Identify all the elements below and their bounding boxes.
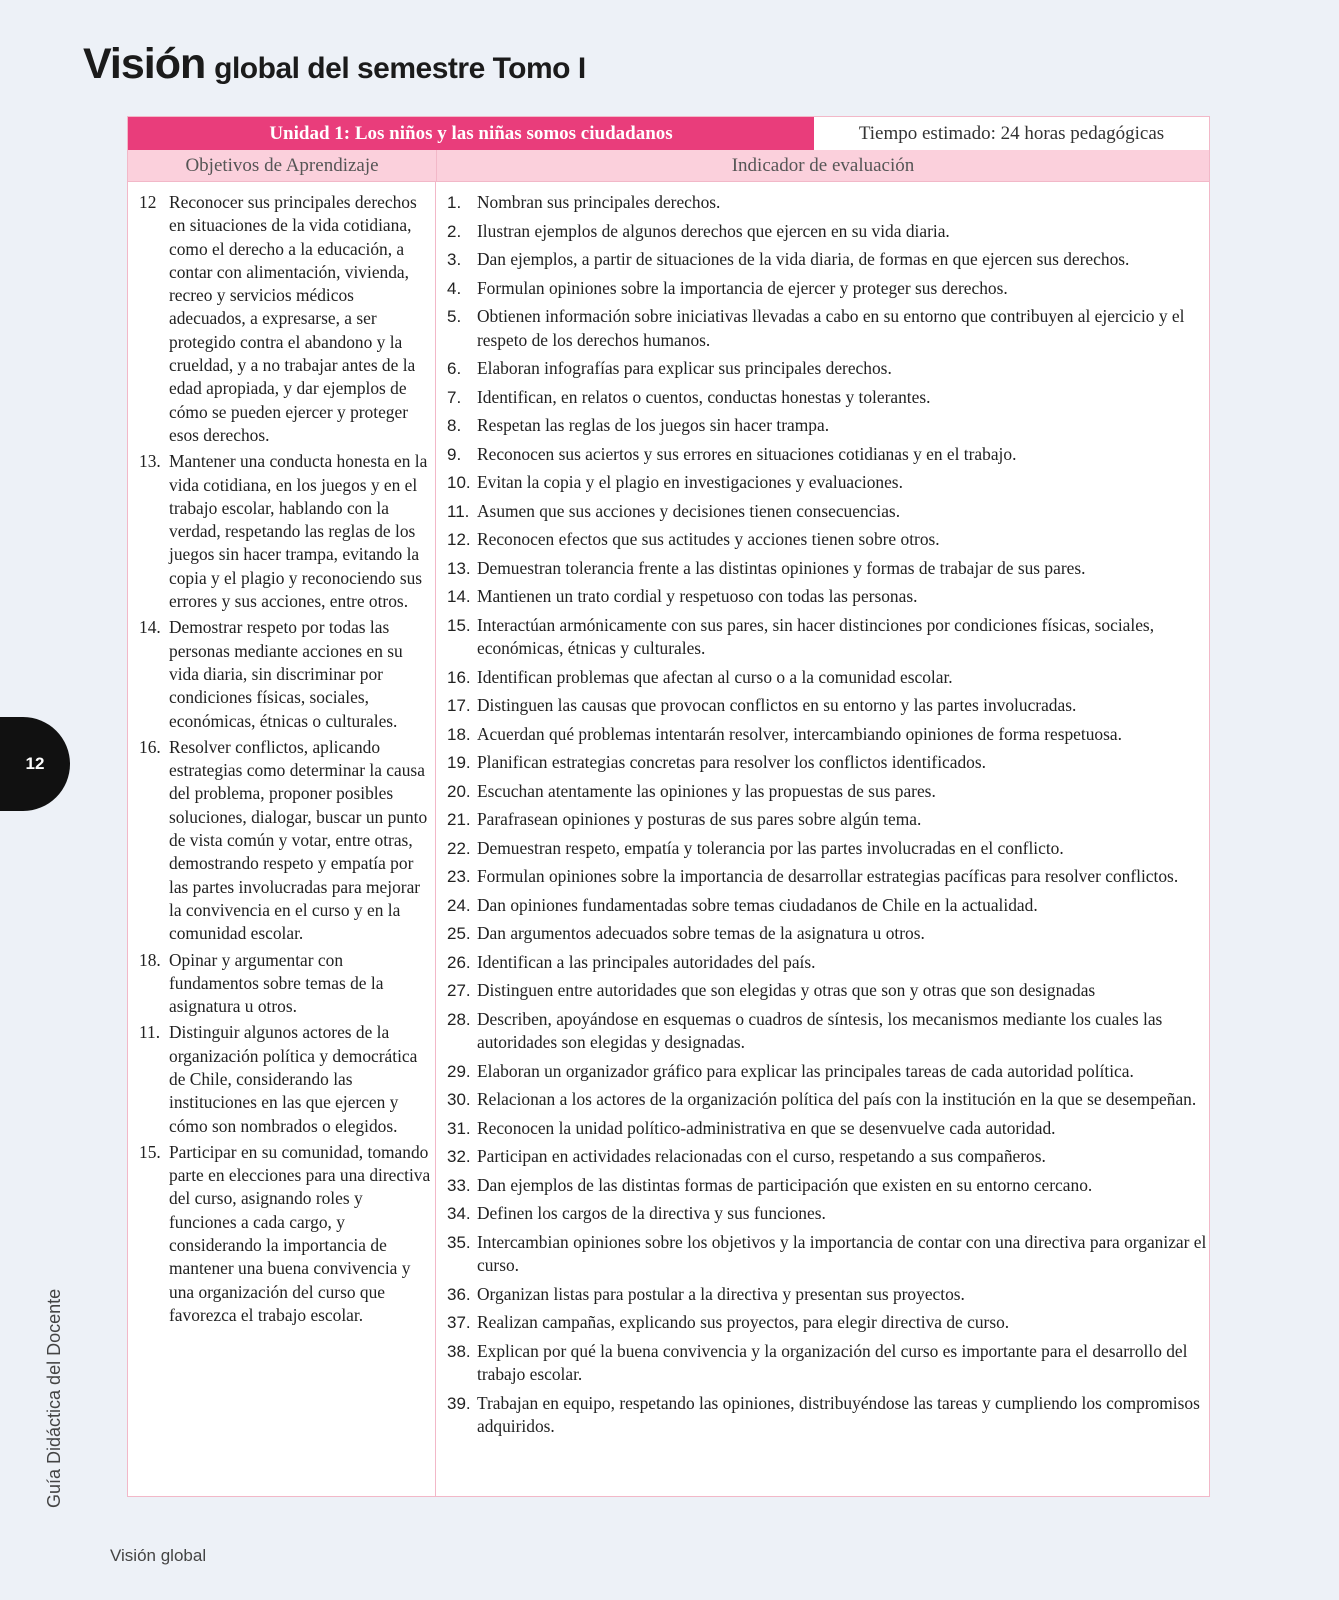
indicator-item-number: 2. [447, 221, 462, 241]
indicator-item [447, 1174, 1209, 1198]
indicator-item-number: 23. [447, 867, 471, 886]
indicator-item [447, 277, 1209, 301]
indicator-item [447, 220, 1209, 244]
indicator-item [447, 723, 1209, 747]
indicator-item-text: Demuestran tolerancia frente a las distintas opiniones y formas de trabajar de sus pares. [477, 557, 1086, 578]
page-number-tab [0, 717, 70, 811]
indicator-item-text: Interactúan armónicamente con sus pares, sin hacer distinciones por condiciones físicas, sociales, económicas, étnicas y culturales. [477, 614, 1155, 658]
indicator-item [447, 751, 1209, 775]
indicator-item-number: 29. [447, 1061, 471, 1081]
indicator-item-text: Acuerdan qué problemas intentarán resolver, intercambiando opiniones de forma respetuosa. [477, 723, 1122, 744]
footer-label: Visión global [110, 1546, 207, 1565]
indicator-item-number: 18. [447, 724, 471, 744]
indicator-item-text: Trabajan en equipo, respetando las opiniones, distribuyéndose las tareas y cumpliendo los compromisos adquiridos. [477, 1392, 1200, 1436]
indicator-item [447, 1311, 1209, 1335]
objective-item [139, 949, 435, 1019]
indicator-item-number: 3. [447, 250, 462, 269]
indicator-item-number: 22. [447, 838, 471, 858]
indicator-item-number: 36. [447, 1284, 471, 1304]
indicator-item [447, 443, 1209, 467]
indicator-item-text: Relacionan a los actores de la organización política del país con la institución en la que se desempeñan. [477, 1089, 1197, 1109]
indicator-item [447, 357, 1209, 381]
indicator-item-number: 5. [447, 307, 462, 326]
indicator-item [447, 248, 1209, 272]
indicator-item-text: Reconocen la unidad político-administrativa en que se desenvuelve cada autoridad. [477, 1117, 1056, 1138]
indicator-item [447, 1008, 1209, 1055]
indicator-item-text: Ilustran ejemplos de algunos derechos que ejercen en su vida diaria. [477, 220, 950, 241]
indicator-item-number: 33. [447, 1175, 471, 1195]
indicator-item-text: Organizan listas para postular a la directiva y presentan sus proyectos. [477, 1283, 965, 1304]
indicator-item [447, 557, 1209, 581]
indicator-item-text: Elaboran infografías para explicar sus principales derechos. [477, 358, 892, 378]
objectives-column [128, 182, 436, 1496]
indicators-column [436, 182, 1209, 1496]
indicator-item-text: Elaboran un organizador gráfico para explicar las principales tareas de cada autoridad política. [477, 1060, 1134, 1081]
indicator-item-text: Realizan campañas, explicando sus proyectos, para elegir directiva de curso. [477, 1312, 1010, 1332]
indicator-item-number: 25. [447, 924, 471, 943]
objective-item [139, 616, 435, 732]
indicator-item [447, 1283, 1209, 1307]
indicator-item-number: 10. [447, 473, 471, 492]
indicator-item-number: 17. [447, 696, 471, 715]
page-title [83, 40, 586, 89]
indicator-item [447, 191, 1209, 215]
indicator-item [447, 305, 1209, 352]
indicator-item-number: 13. [447, 558, 471, 578]
indicator-item [447, 471, 1209, 495]
indicator-item [447, 1117, 1209, 1141]
objective-item-number: 12 [139, 192, 157, 212]
indicator-item-text: Dan ejemplos de las distintas formas de participación que existen en su entorno cercano. [477, 1174, 1093, 1195]
page-number: 12 [25, 754, 45, 773]
indicator-item-number: 4. [447, 278, 462, 298]
indicator-item [447, 1060, 1209, 1084]
indicators-header: Indicador de evaluación [731, 154, 915, 176]
indicator-item [447, 666, 1209, 690]
indicator-item [447, 808, 1209, 832]
indicator-item-text: Distinguen las causas que provocan conflictos en su entorno y las partes involucradas. [477, 695, 1077, 715]
indicator-item-number: 26. [447, 952, 471, 972]
side-label: Guía Didáctica del Docente [44, 1288, 64, 1508]
objective-item-text: Opinar y argumentar con fundamentos sobre temas de la asignatura u otros. [169, 949, 384, 1017]
page-title-bold: Visión [83, 40, 206, 88]
indicator-item-text: Explican por qué la buena convivencia y la organización del curso es importante para el desarrollo del trabajo escolar. [477, 1340, 1188, 1384]
objective-item-text: Demostrar respeto por todas las personas mediante acciones en su vida diaria, sin discriminar por condiciones físicas, sociales, económicas, étnicas o culturales. [169, 617, 403, 731]
objective-item [139, 736, 435, 946]
indicator-item [447, 614, 1209, 661]
objective-item [139, 191, 435, 447]
unit-table [127, 116, 1210, 1497]
unit-title: Unidad 1: Los niños y las niñas somos ciudadanos [128, 117, 814, 150]
indicator-item-text: Formulan opiniones sobre la importancia de desarrollar estrategias pacíficas para resolver conflictos. [477, 866, 1179, 886]
indicator-item [447, 865, 1209, 889]
indicator-item [447, 528, 1209, 552]
indicator-item [447, 894, 1209, 918]
indicator-item-number: 37. [447, 1313, 471, 1332]
indicator-item-text: Nombran sus principales derechos. [477, 192, 721, 212]
indicator-item-number: 27. [447, 981, 471, 1000]
indicator-item [447, 1202, 1209, 1226]
indicator-item-number: 15. [447, 615, 471, 635]
indicator-item [447, 979, 1209, 1003]
indicator-item-number: 11. [447, 501, 470, 521]
indicator-item-number: 12. [447, 530, 471, 549]
objective-item [139, 1141, 435, 1327]
indicator-item-text: Identifican a las principales autoridades del país. [477, 951, 816, 972]
indicator-item-number: 19. [447, 753, 471, 772]
indicator-item-number: 31. [447, 1118, 471, 1138]
indicator-item-text: Escuchan atentamente las opiniones y las propuestas de sus pares. [477, 780, 936, 801]
indicator-item [447, 1088, 1209, 1112]
indicator-item-text: Intercambian opiniones sobre los objetivos y la importancia de contar con una directiva para organizar el curso. [477, 1231, 1207, 1275]
objective-item-text: Participar en su comunidad, tomando parte en elecciones para una directiva del curso, asignando roles y funciones a cada cargo, y considerando la importancia de mantener una buena convivencia y una organización del curso que favorezca el trabajo escolar. [169, 1141, 431, 1325]
indicator-item-text: Identifican, en relatos o cuentos, conductas honestas y tolerantes. [477, 386, 931, 407]
indicator-item-text: Describen, apoyándose en esquemas o cuadros de síntesis, los mecanismos mediante los cuales las autoridades son elegidas y designadas. [477, 1008, 1163, 1052]
indicator-item-text: Demuestran respeto, empatía y tolerancia por las partes involucradas en el conflicto. [477, 837, 1064, 858]
unit-header-row [128, 117, 1209, 150]
indicator-item-number: 14. [447, 587, 471, 606]
indicator-item-number: 9. [447, 444, 462, 464]
indicator-item-text: Participan en actividades relacionadas con el curso, respetando a sus compañeros. [477, 1146, 1046, 1166]
objective-item-text: Reconocer sus principales derechos en situaciones de la vida cotidiana, como el derecho a la educación, a contar con alimentación, vivienda, recreo y servicios médicos adecuados, a expresarse, a ser protegido contra el abandono y la crueldad, y a no trabajar antes de la edad apropiada, y dar ejemplos de cómo se pueden ejercer y proteger esos derechos. [169, 192, 417, 445]
indicator-item-number: 6. [447, 359, 462, 378]
indicator-item [447, 780, 1209, 804]
indicator-item-text: Mantienen un trato cordial y respetuoso con todas las personas. [477, 586, 918, 606]
objective-item-text: Mantener una conducta honesta en la vida cotidiana, en los juegos y en el trabajo escolar, hablando con la verdad, respetando las reglas de los juegos sin hacer trampa, evitando la copia y el plagio y reconociendo sus errores y sus acciones, entre otros. [169, 451, 428, 612]
indicator-item-number: 7. [447, 387, 462, 407]
indicator-item-number: 35. [447, 1232, 471, 1252]
estimated-time: Tiempo estimado: 24 horas pedagógicas [858, 122, 1165, 144]
objective-item-text: Distinguir algunos actores de la organización política y democrática de Chile, considerando las instituciones en las que ejercen y cómo son nombrados o elegidos. [169, 1022, 418, 1136]
indicator-item-text: Asumen que sus acciones y decisiones tienen consecuencias. [477, 500, 901, 521]
objective-item-number: 16. [139, 736, 161, 757]
indicator-item-number: 21. [447, 810, 471, 829]
objective-item [139, 1021, 435, 1137]
indicator-item [447, 1145, 1209, 1169]
indicator-item-number: 28. [447, 1009, 471, 1029]
indicator-item [447, 837, 1209, 861]
indicator-item [447, 414, 1209, 438]
column-headers [128, 150, 1209, 181]
indicator-item-number: 34. [447, 1204, 471, 1223]
objective-item [139, 450, 435, 613]
objective-item-number: 11. [139, 1022, 161, 1043]
indicator-item-text: Evitan la copia y el plagio en investigaciones y evaluaciones. [477, 472, 903, 492]
indicator-item [447, 1340, 1209, 1387]
indicator-item-text: Parafrasean opiniones y posturas de sus pares sobre algún tema. [477, 809, 922, 829]
indicator-item-text: Identifican problemas que afectan al curso o a la comunidad escolar. [477, 666, 953, 687]
indicator-item-text: Dan ejemplos, a partir de situaciones de la vida diaria, de formas en que ejercen sus derechos. [477, 249, 1130, 269]
indicator-item-number: 38. [447, 1341, 471, 1361]
indicator-item [447, 694, 1209, 718]
indicator-item-text: Distinguen entre autoridades que son elegidas y otras que son y otras que son designadas [477, 980, 1096, 1000]
indicator-item-text: Obtienen información sobre iniciativas llevadas a cabo en su entorno que contribuyen al ejercicio y el respeto de los derechos humanos. [477, 306, 1185, 350]
indicator-item-text: Dan opiniones fundamentadas sobre temas ciudadanos de Chile en la actualidad. [477, 894, 1038, 915]
indicator-item-number: 32. [447, 1147, 471, 1166]
indicator-item-number: 8. [447, 416, 462, 435]
indicator-item-text: Respetan las reglas de los juegos sin hacer trampa. [477, 415, 830, 435]
indicator-item-number: 24. [447, 895, 471, 915]
objective-item-number: 18. [139, 949, 161, 970]
indicator-item [447, 922, 1209, 946]
indicator-item [447, 1231, 1209, 1278]
indicator-item-text: Planifican estrategias concretas para resolver los conflictos identificados. [477, 752, 986, 772]
objective-item-number: 13. [139, 451, 161, 472]
objective-item-text: Resolver conflictos, aplicando estrategias como determinar la causa del problema, proponer posibles soluciones, dialogar, buscar un punto de vista común y votar, entre otras, demostrando respeto y empatía por las partes involucradas para mejorar la convivencia en el curso y en la comunidad escolar. [169, 736, 428, 944]
objective-item-number: 15. [139, 1141, 161, 1162]
indicator-item-text: Reconocen sus aciertos y sus errores en situaciones cotidianas y en el trabajo. [477, 443, 1017, 464]
indicator-item [447, 951, 1209, 975]
indicator-item-number: 16. [447, 667, 471, 687]
indicator-item-text: Dan argumentos adecuados sobre temas de la asignatura u otros. [477, 923, 925, 943]
indicator-item-number: 1. [447, 193, 462, 212]
page-title-rest: global del semestre Tomo I [214, 52, 586, 85]
indicator-item-text: Reconocen efectos que sus actitudes y acciones tienen sobre otros. [477, 529, 940, 549]
objective-item-number: 14. [139, 617, 161, 638]
indicator-item-number: 30. [447, 1090, 471, 1109]
indicator-item [447, 500, 1209, 524]
indicator-item-number: 20. [447, 781, 471, 801]
objectives-header: Objetivos de Aprendizaje [128, 150, 437, 181]
indicator-item-number: 39. [447, 1393, 471, 1413]
indicator-item [447, 386, 1209, 410]
indicator-item [447, 1392, 1209, 1439]
indicator-item [447, 585, 1209, 609]
indicator-item-text: Formulan opiniones sobre la importancia de ejercer y proteger sus derechos. [477, 277, 1008, 298]
table-body [128, 181, 1209, 1496]
indicator-item-text: Definen los cargos de la directiva y sus funciones. [477, 1203, 826, 1223]
